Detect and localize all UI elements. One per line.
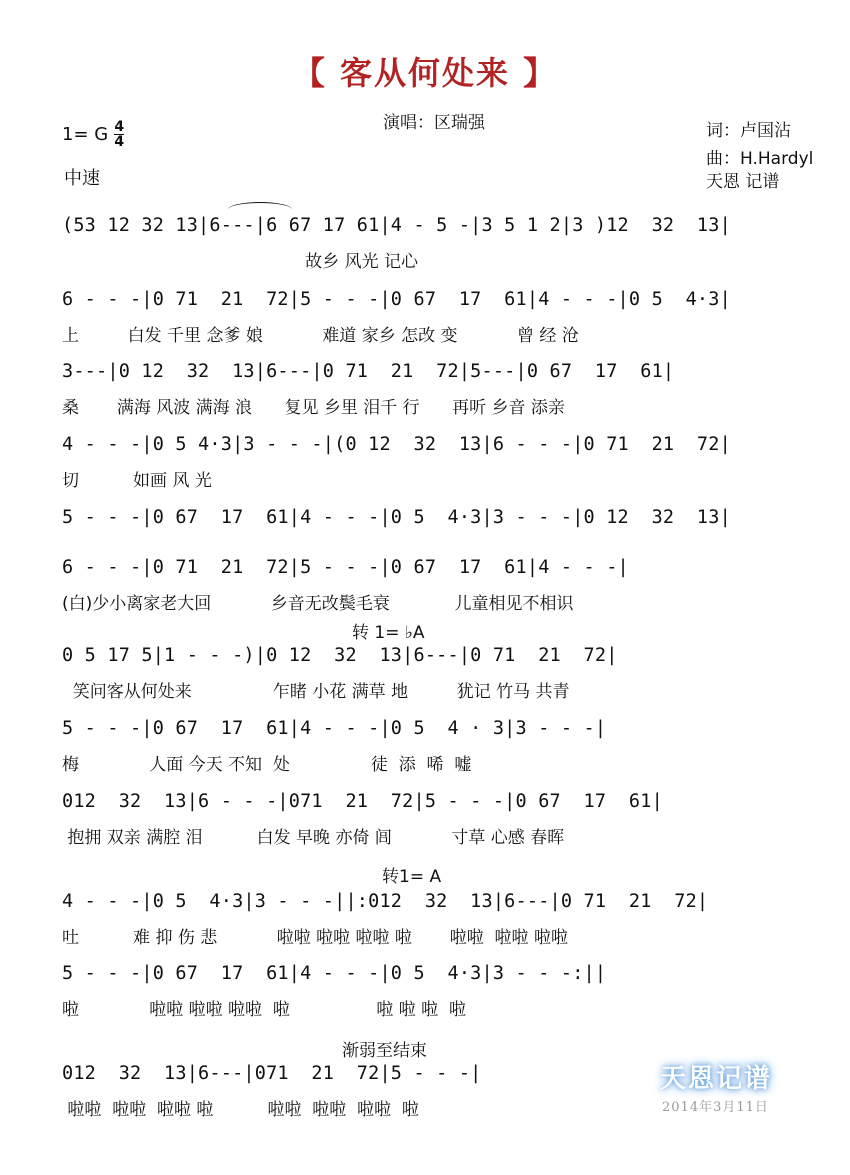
- score-line-3: [62, 360, 822, 420]
- lyrics-row: 故乡 风光 记心: [62, 252, 418, 272]
- notes-row: 4 - - -|0 5 4·3|3 - - -|(0 12 32 13|6 - - -|0 71 21 72|: [62, 434, 731, 455]
- watermark-logo: 天恩记谱: [660, 1064, 773, 1094]
- key-signature: [62, 120, 124, 149]
- page-title: 【 客从何处来 】: [292, 54, 558, 92]
- lyrics-row: 啦 啦啦 啦啦 啦啦 啦 啦 啦 啦 啦: [62, 1000, 466, 1020]
- notes-row: 012 32 13|6---|071 21 72|5 - - -|: [62, 1063, 482, 1084]
- lyrics-row: 上 白发 千里 念爹 娘 难道 家乡 怎改 变 曾 经 沧: [62, 326, 579, 346]
- composer-credit: 曲：H.Hardyl: [706, 149, 814, 169]
- score-line-10: [62, 890, 822, 950]
- lyrics-row: 笑问客从何处来 乍睹 小花 满草 地 犹记 竹马 共青: [62, 682, 570, 702]
- lyrics-row: 切 如画 风 光: [62, 471, 212, 491]
- notes-row: 3---|0 12 32 13|6---|0 71 21 72|5---|0 67 17 61|: [62, 361, 675, 382]
- notes-row: 0 5 17 5|1 - - -)|0 12 32 13|6---|0 71 21 72|: [62, 645, 618, 666]
- score-line-5: [62, 506, 822, 530]
- dynamic-marking: 渐弱至结束: [342, 1041, 427, 1061]
- score-line-4: [62, 433, 822, 493]
- notes-row: 6 - - -|0 71 21 72|5 - - -|0 67 17 61|4 - - -|0 5 4·3|: [62, 289, 731, 310]
- transcriber-credit: 天恩 记谱: [706, 172, 780, 192]
- notes-row: 5 - - -|0 67 17 61|4 - - -|0 5 4 · 3|3 - - -|: [62, 718, 607, 739]
- modulation-marking: 转 1= ♭A: [352, 623, 425, 643]
- lyrics-row: 梅 人面 今天 不知 处 徒 添 唏 嘘: [62, 755, 472, 775]
- score-line-6: [62, 556, 822, 616]
- lyrics-row: 抱拥 双亲 满腔 泪 白发 早晚 亦倚 闾 寸草 心感 春晖: [62, 828, 565, 848]
- lyricist-credit: 词：卢国沾: [706, 121, 791, 141]
- notes-row: (53 12 32 13|6---|6 67 17 61|4 - 5 -|3 5 1 2|3 )12 32 13|: [62, 215, 731, 236]
- transcription-date: 2014年3月11日: [662, 1100, 769, 1115]
- time-denominator: 4: [114, 134, 125, 150]
- time-signature: [114, 120, 124, 149]
- notes-row: 6 - - -|0 71 21 72|5 - - -|0 67 17 61|4 - - -|: [62, 557, 629, 578]
- lyrics-row: (白)少小离家老大回 乡音无改鬓毛衰 儿童相见不相识: [62, 594, 574, 614]
- modulation-marking-2: 转1= A: [382, 867, 442, 887]
- time-numerator: 4: [114, 119, 125, 135]
- score-line-2: [62, 288, 822, 348]
- lyrics-row: 啦啦 啦啦 啦啦 啦 啦啦 啦啦 啦啦 啦: [62, 1100, 419, 1120]
- lyrics-row: 吐 难 抑 伤 悲 啦啦 啦啦 啦啦 啦 啦啦 啦啦 啦啦: [62, 928, 568, 948]
- score-line-8: [62, 717, 822, 777]
- notes-row: 4 - - -|0 5 4·3|3 - - -||:012 32 13|6---|0 71 21 72|: [62, 891, 709, 912]
- score-line-11: [62, 962, 822, 1022]
- score-line-7: [62, 644, 822, 704]
- notes-row: 012 32 13|6 - - -|071 21 72|5 - - -|0 67 17 61|: [62, 791, 663, 812]
- notes-row: 5 - - -|0 67 17 61|4 - - -|0 5 4·3|3 - - -:||: [62, 963, 607, 984]
- score-line-9: [62, 790, 822, 850]
- key-label: 1= G: [62, 124, 109, 145]
- notes-row: 5 - - -|0 67 17 61|4 - - -|0 5 4·3|3 - - -|0 12 32 13|: [62, 507, 731, 528]
- lyrics-row: 桑 满海 风波 满海 浪 复见 乡里 泪千 行 再听 乡音 添亲: [62, 398, 565, 418]
- singer-credit: 演唱：区瑞强: [383, 113, 485, 133]
- tempo-marking: 中速: [64, 168, 100, 189]
- score-line-1: [62, 214, 822, 274]
